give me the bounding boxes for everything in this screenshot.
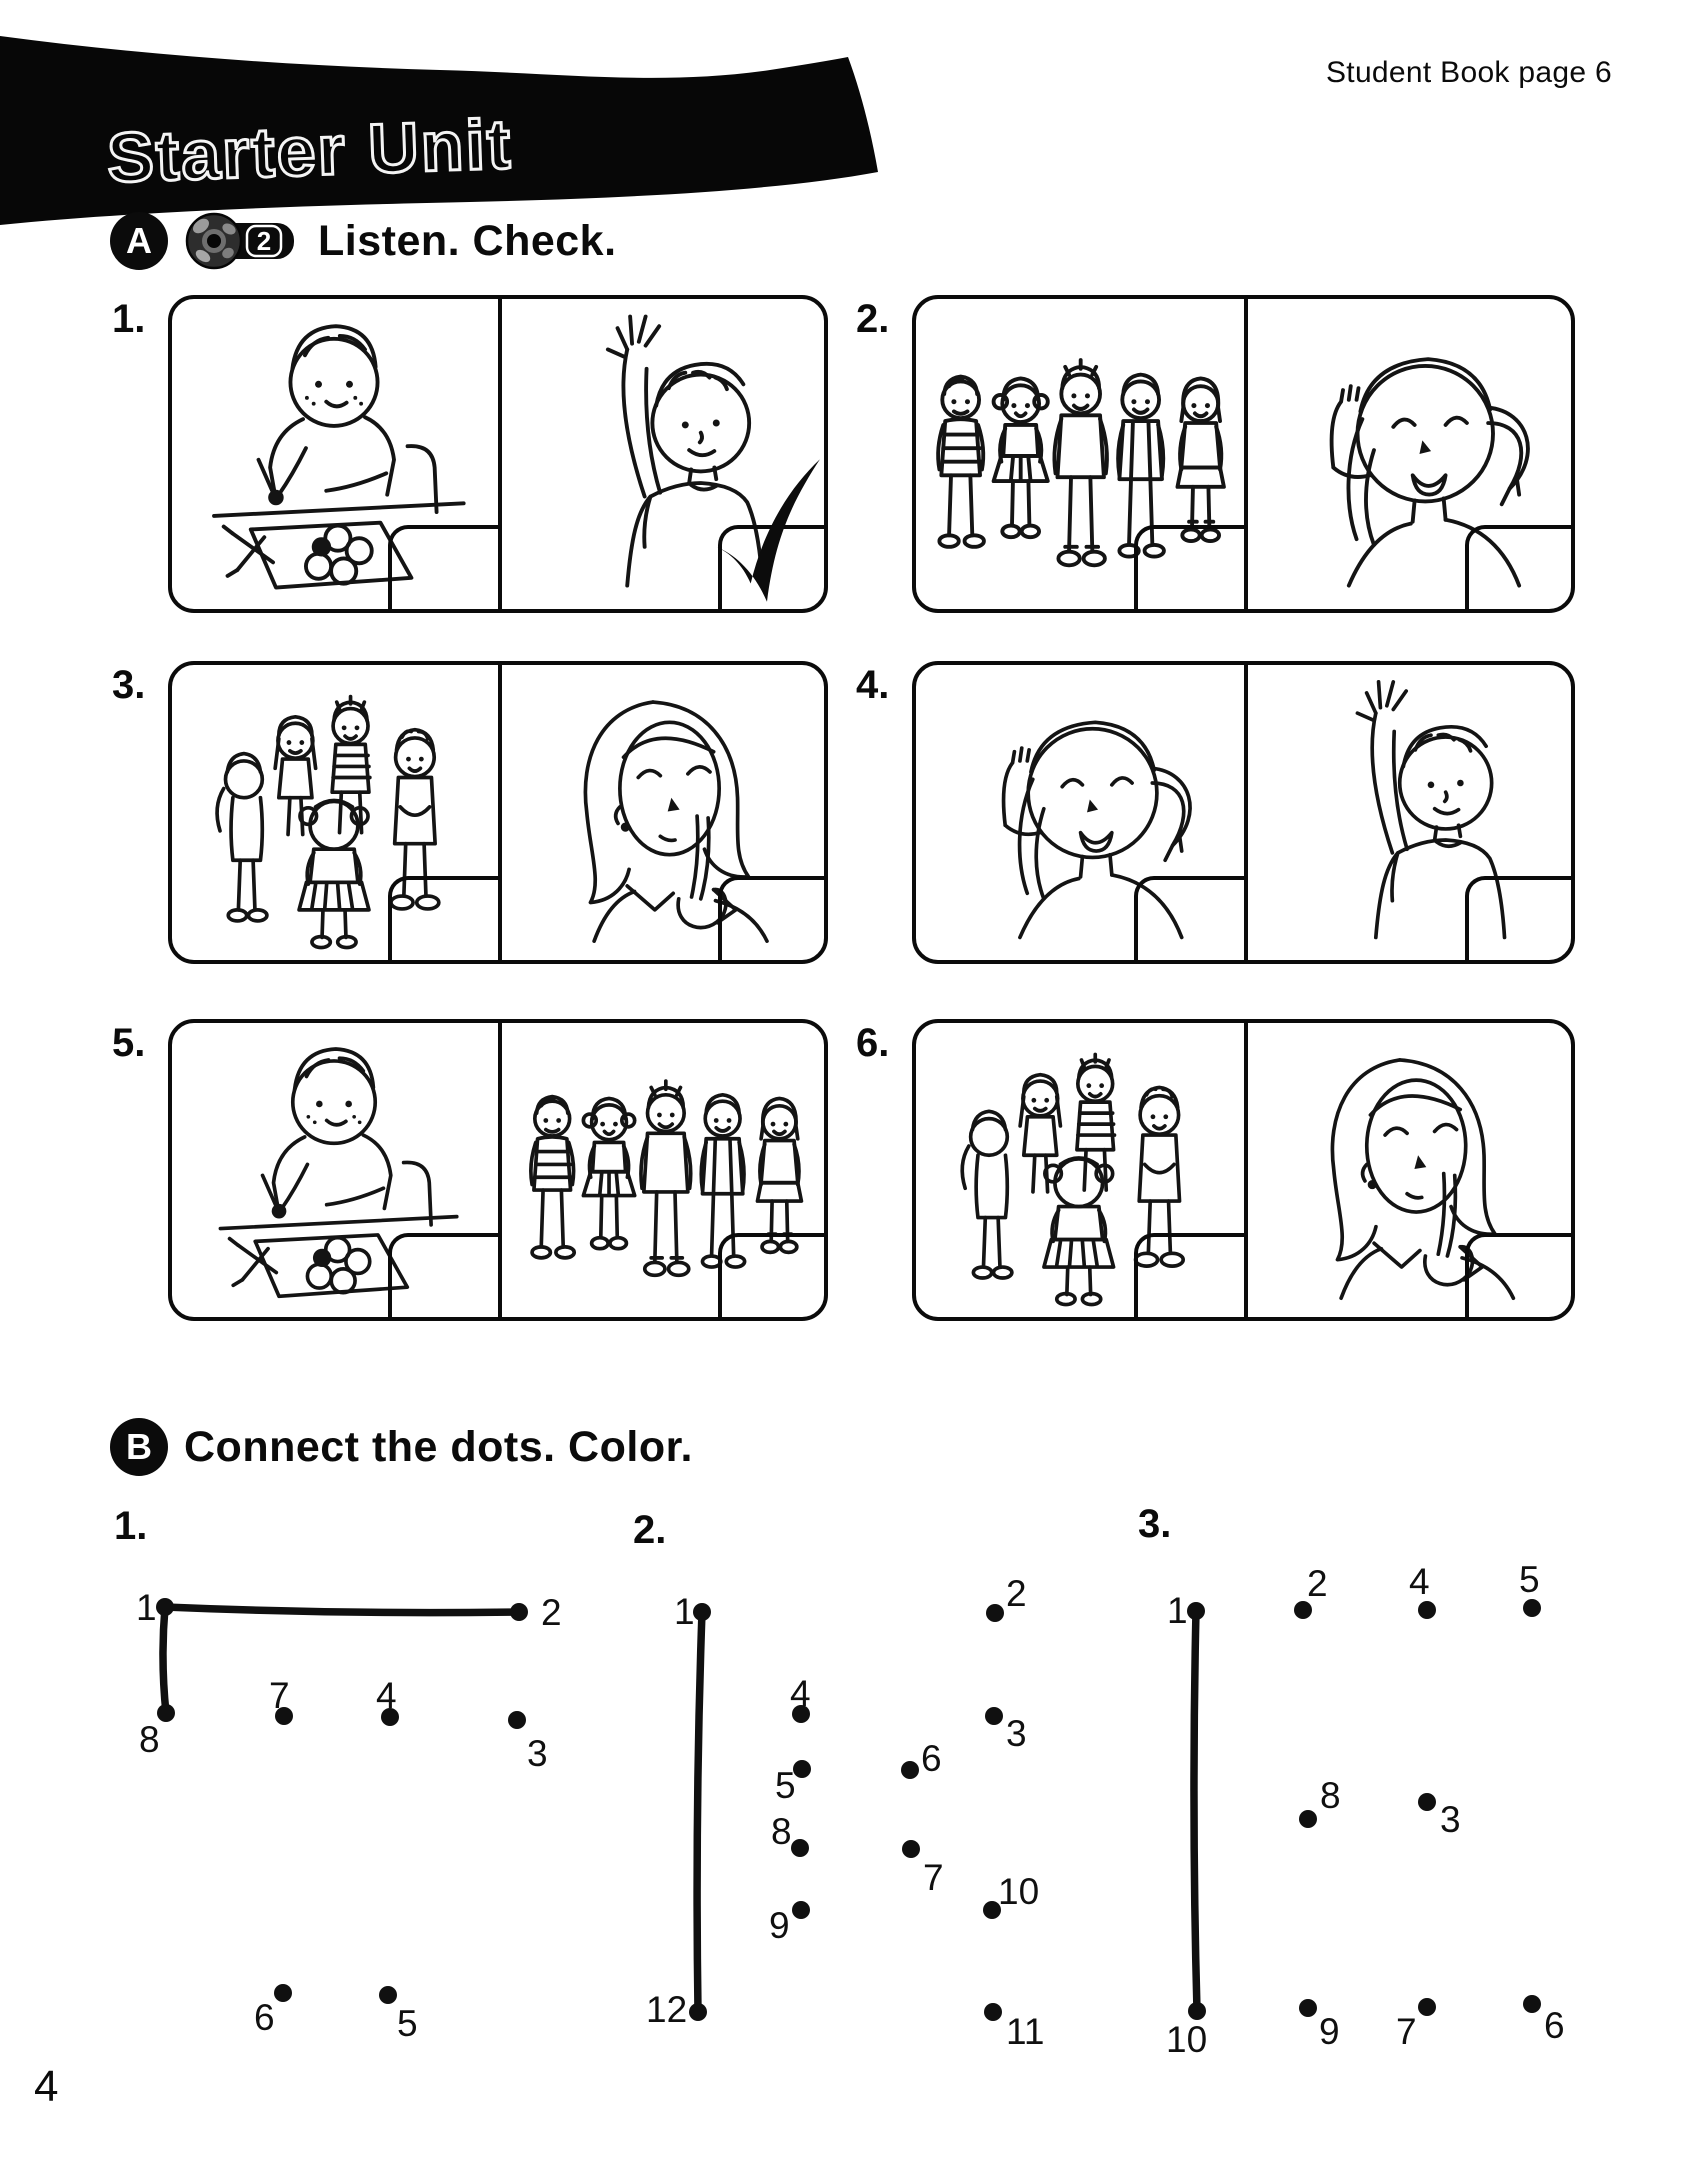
dot-label: 1 [674, 1591, 695, 1632]
audio-cd-icon [184, 210, 302, 272]
dot-marker [791, 1839, 809, 1857]
panel-box [168, 1019, 828, 1321]
panel-5-left-image [172, 1023, 498, 1317]
track-number: 2 [256, 226, 272, 256]
dot-label: 7 [269, 1675, 290, 1716]
dot-label: 3 [527, 1733, 548, 1774]
dot-puzzle-3-canvas [1140, 1560, 1640, 2075]
answer-checkbox [1134, 525, 1244, 609]
exercise-panel-2 [856, 295, 1575, 613]
panel-number: 1. [112, 297, 146, 341]
exercise-panel-1 [112, 295, 828, 613]
dot-label: 3 [1006, 1713, 1027, 1754]
dot-label: 4 [376, 1675, 397, 1716]
answer-checkbox [388, 525, 498, 609]
section-b-badge: B [110, 1418, 168, 1476]
section-a-instruction: Listen. Check. [318, 216, 617, 265]
panel-1-left-image [172, 299, 498, 609]
dot-marker [984, 2003, 1002, 2021]
dot-label: 5 [775, 1765, 796, 1806]
dot-label: 1 [136, 1587, 157, 1628]
dot-label: 5 [397, 2003, 418, 2044]
unit-banner [0, 10, 905, 242]
dot-marker [274, 1984, 292, 2002]
dot-marker [1188, 2002, 1206, 2020]
dot-label: 6 [254, 1997, 275, 2038]
panel-5-right-image [498, 1023, 828, 1317]
student-book-ref: Student Book page 6 [1326, 56, 1612, 89]
checkmark-icon [712, 452, 824, 607]
panel-1-right-image [498, 299, 828, 609]
drawn-line [163, 1607, 166, 1713]
answer-checkbox [718, 1233, 828, 1317]
dot-marker [1523, 1995, 1541, 2013]
drawn-line [165, 1607, 519, 1613]
dot-marker [1418, 1998, 1436, 2016]
exercise-panel-4 [856, 661, 1575, 964]
dot-label: 11 [1006, 2011, 1045, 2052]
panel-number: 2. [856, 297, 890, 341]
answer-checkbox [388, 1233, 498, 1317]
exercise-panel-5 [112, 1019, 828, 1321]
dot-label: 1 [1167, 1590, 1188, 1631]
panel-4-right-image [1244, 665, 1576, 960]
dot-label: 10 [1166, 2019, 1208, 2060]
dot-label: 8 [771, 1811, 792, 1852]
dot-label: 2 [1307, 1563, 1328, 1604]
banner-title: Starter Unit [105, 104, 514, 197]
answer-checkbox [1134, 876, 1244, 960]
dot-label: 6 [1544, 2005, 1565, 2046]
dot-marker [693, 1603, 711, 1621]
exercise-panel-6 [856, 1019, 1575, 1321]
panel-6-left-image [916, 1023, 1244, 1317]
dot-puzzle-2-canvas [640, 1560, 1100, 2075]
dot-label: 9 [1319, 2011, 1340, 2052]
panel-2-left-image [916, 299, 1244, 609]
answer-checkbox [1134, 1233, 1244, 1317]
dot-marker [902, 1840, 920, 1858]
drawn-line [697, 1612, 702, 2012]
panel-box [168, 661, 828, 964]
panel-box [912, 1019, 1575, 1321]
section-a-badge: A [110, 212, 168, 270]
panel-2-right-image [1244, 299, 1576, 609]
dot-marker [379, 1986, 397, 2004]
page-number: 4 [34, 2062, 59, 2111]
puzzle-3-number: 3. [1138, 1502, 1172, 1546]
dot-label: 4 [790, 1673, 811, 1714]
panel-box [168, 295, 828, 613]
dot-marker [157, 1704, 175, 1722]
panel-number: 6. [856, 1021, 890, 1065]
dot-marker [793, 1760, 811, 1778]
dot-marker [156, 1598, 174, 1616]
dot-marker [792, 1901, 810, 1919]
panel-number: 4. [856, 663, 890, 707]
dot-label: 7 [1396, 2011, 1417, 2052]
section-b-instruction: Connect the dots. Color. [184, 1422, 693, 1471]
dot-marker [508, 1711, 526, 1729]
panel-3-right-image [498, 665, 828, 960]
drawn-line [1194, 1611, 1197, 2011]
panel-number: 3. [112, 663, 146, 707]
dot-label: 9 [769, 1905, 790, 1946]
answer-checkbox [1465, 525, 1575, 609]
dot-label: 6 [921, 1738, 942, 1779]
dot-marker [1187, 1602, 1205, 1620]
dot-label: 2 [541, 1592, 562, 1633]
panel-box [912, 661, 1575, 964]
answer-checkbox [718, 876, 828, 960]
answer-checkbox [388, 876, 498, 960]
dot-label: 3 [1440, 1799, 1461, 1840]
dot-marker [689, 2003, 707, 2021]
answer-checkbox [1465, 1233, 1575, 1317]
dot-marker [1418, 1601, 1436, 1619]
dot-marker [1299, 1999, 1317, 2017]
dot-label: 8 [139, 1719, 160, 1760]
dot-label: 10 [998, 1871, 1040, 1912]
dot-label: 7 [923, 1857, 944, 1898]
panel-6-right-image [1244, 1023, 1576, 1317]
puzzle-2-number: 2. [633, 1508, 667, 1552]
puzzle-1-number: 1. [114, 1504, 148, 1548]
panel-number: 5. [112, 1021, 146, 1065]
panel-3-left-image [172, 665, 498, 960]
answer-checkbox [1465, 876, 1575, 960]
dot-label: 12 [646, 1989, 688, 2030]
dot-marker [1418, 1793, 1436, 1811]
dot-label: 5 [1519, 1560, 1540, 1600]
dot-marker [901, 1761, 919, 1779]
dot-marker [985, 1707, 1003, 1725]
dot-label: 4 [1409, 1561, 1430, 1602]
dot-label: 2 [1006, 1573, 1027, 1614]
panel-4-left-image [916, 665, 1244, 960]
panel-box [912, 295, 1575, 613]
section-b-header [110, 1418, 693, 1476]
dot-marker [1299, 1810, 1317, 1828]
dot-puzzle-1-canvas [100, 1560, 590, 2075]
dot-marker [510, 1603, 528, 1621]
dot-marker [1523, 1599, 1541, 1617]
exercise-panel-3 [112, 661, 828, 964]
dot-marker [986, 1604, 1004, 1622]
dot-label: 8 [1320, 1775, 1341, 1816]
section-a-header [110, 210, 617, 272]
